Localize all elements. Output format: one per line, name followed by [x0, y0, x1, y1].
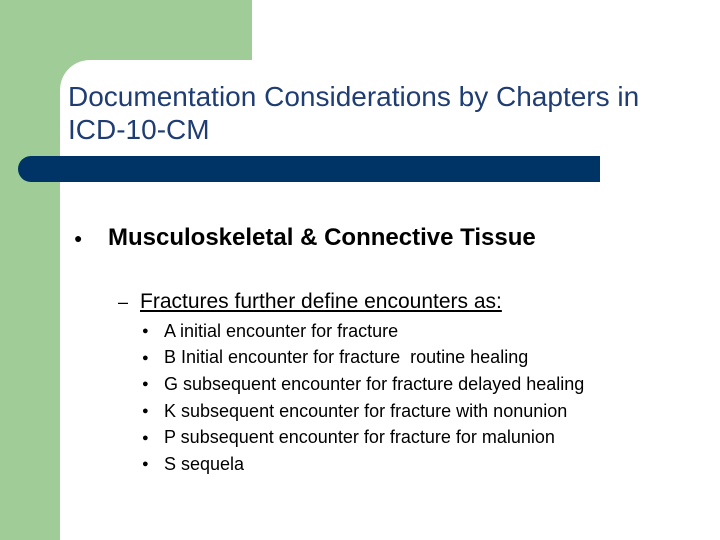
encounter-code-list [142, 318, 584, 478]
list-item [142, 451, 584, 478]
title-underline-bar [18, 156, 600, 182]
bullet-dot-icon: ● [142, 325, 149, 338]
slide-title: Documentation Considerations by Chapters in ICD-10-CM [68, 81, 640, 145]
list-item-text: A initial encounter for fracture [164, 320, 399, 341]
bullet-dot-icon: ● [142, 405, 149, 418]
green-left-strip [0, 0, 60, 540]
dash-icon: – [118, 291, 129, 312]
bullet-level2-text: Fractures further define encounters as: [140, 290, 502, 313]
bullet-level1-text: Musculoskeletal & Connective Tissue [108, 224, 536, 251]
bullet-level2 [118, 290, 502, 314]
list-item-text: G subsequent encounter for fracture delayed healing [164, 373, 585, 394]
bullet-dot-icon: ● [142, 378, 149, 391]
bullet-dot-icon: ● [142, 458, 149, 471]
list-item [142, 424, 584, 451]
bullet-dot-icon: ● [142, 431, 149, 444]
bullet-level1 [74, 224, 536, 252]
list-item-text: S sequela [164, 453, 245, 474]
bullet-dot-icon: ● [74, 230, 83, 246]
list-item-text: K subsequent encounter for fracture with nonunion [164, 400, 568, 421]
list-item [142, 371, 584, 398]
list-item [142, 398, 584, 425]
list-item [142, 345, 584, 372]
list-item-text: P subsequent encounter for fracture for malunion [164, 427, 555, 448]
bullet-dot-icon: ● [142, 351, 149, 364]
list-item-text: B Initial encounter for fracture routine healing [164, 347, 529, 368]
list-item [142, 318, 584, 345]
